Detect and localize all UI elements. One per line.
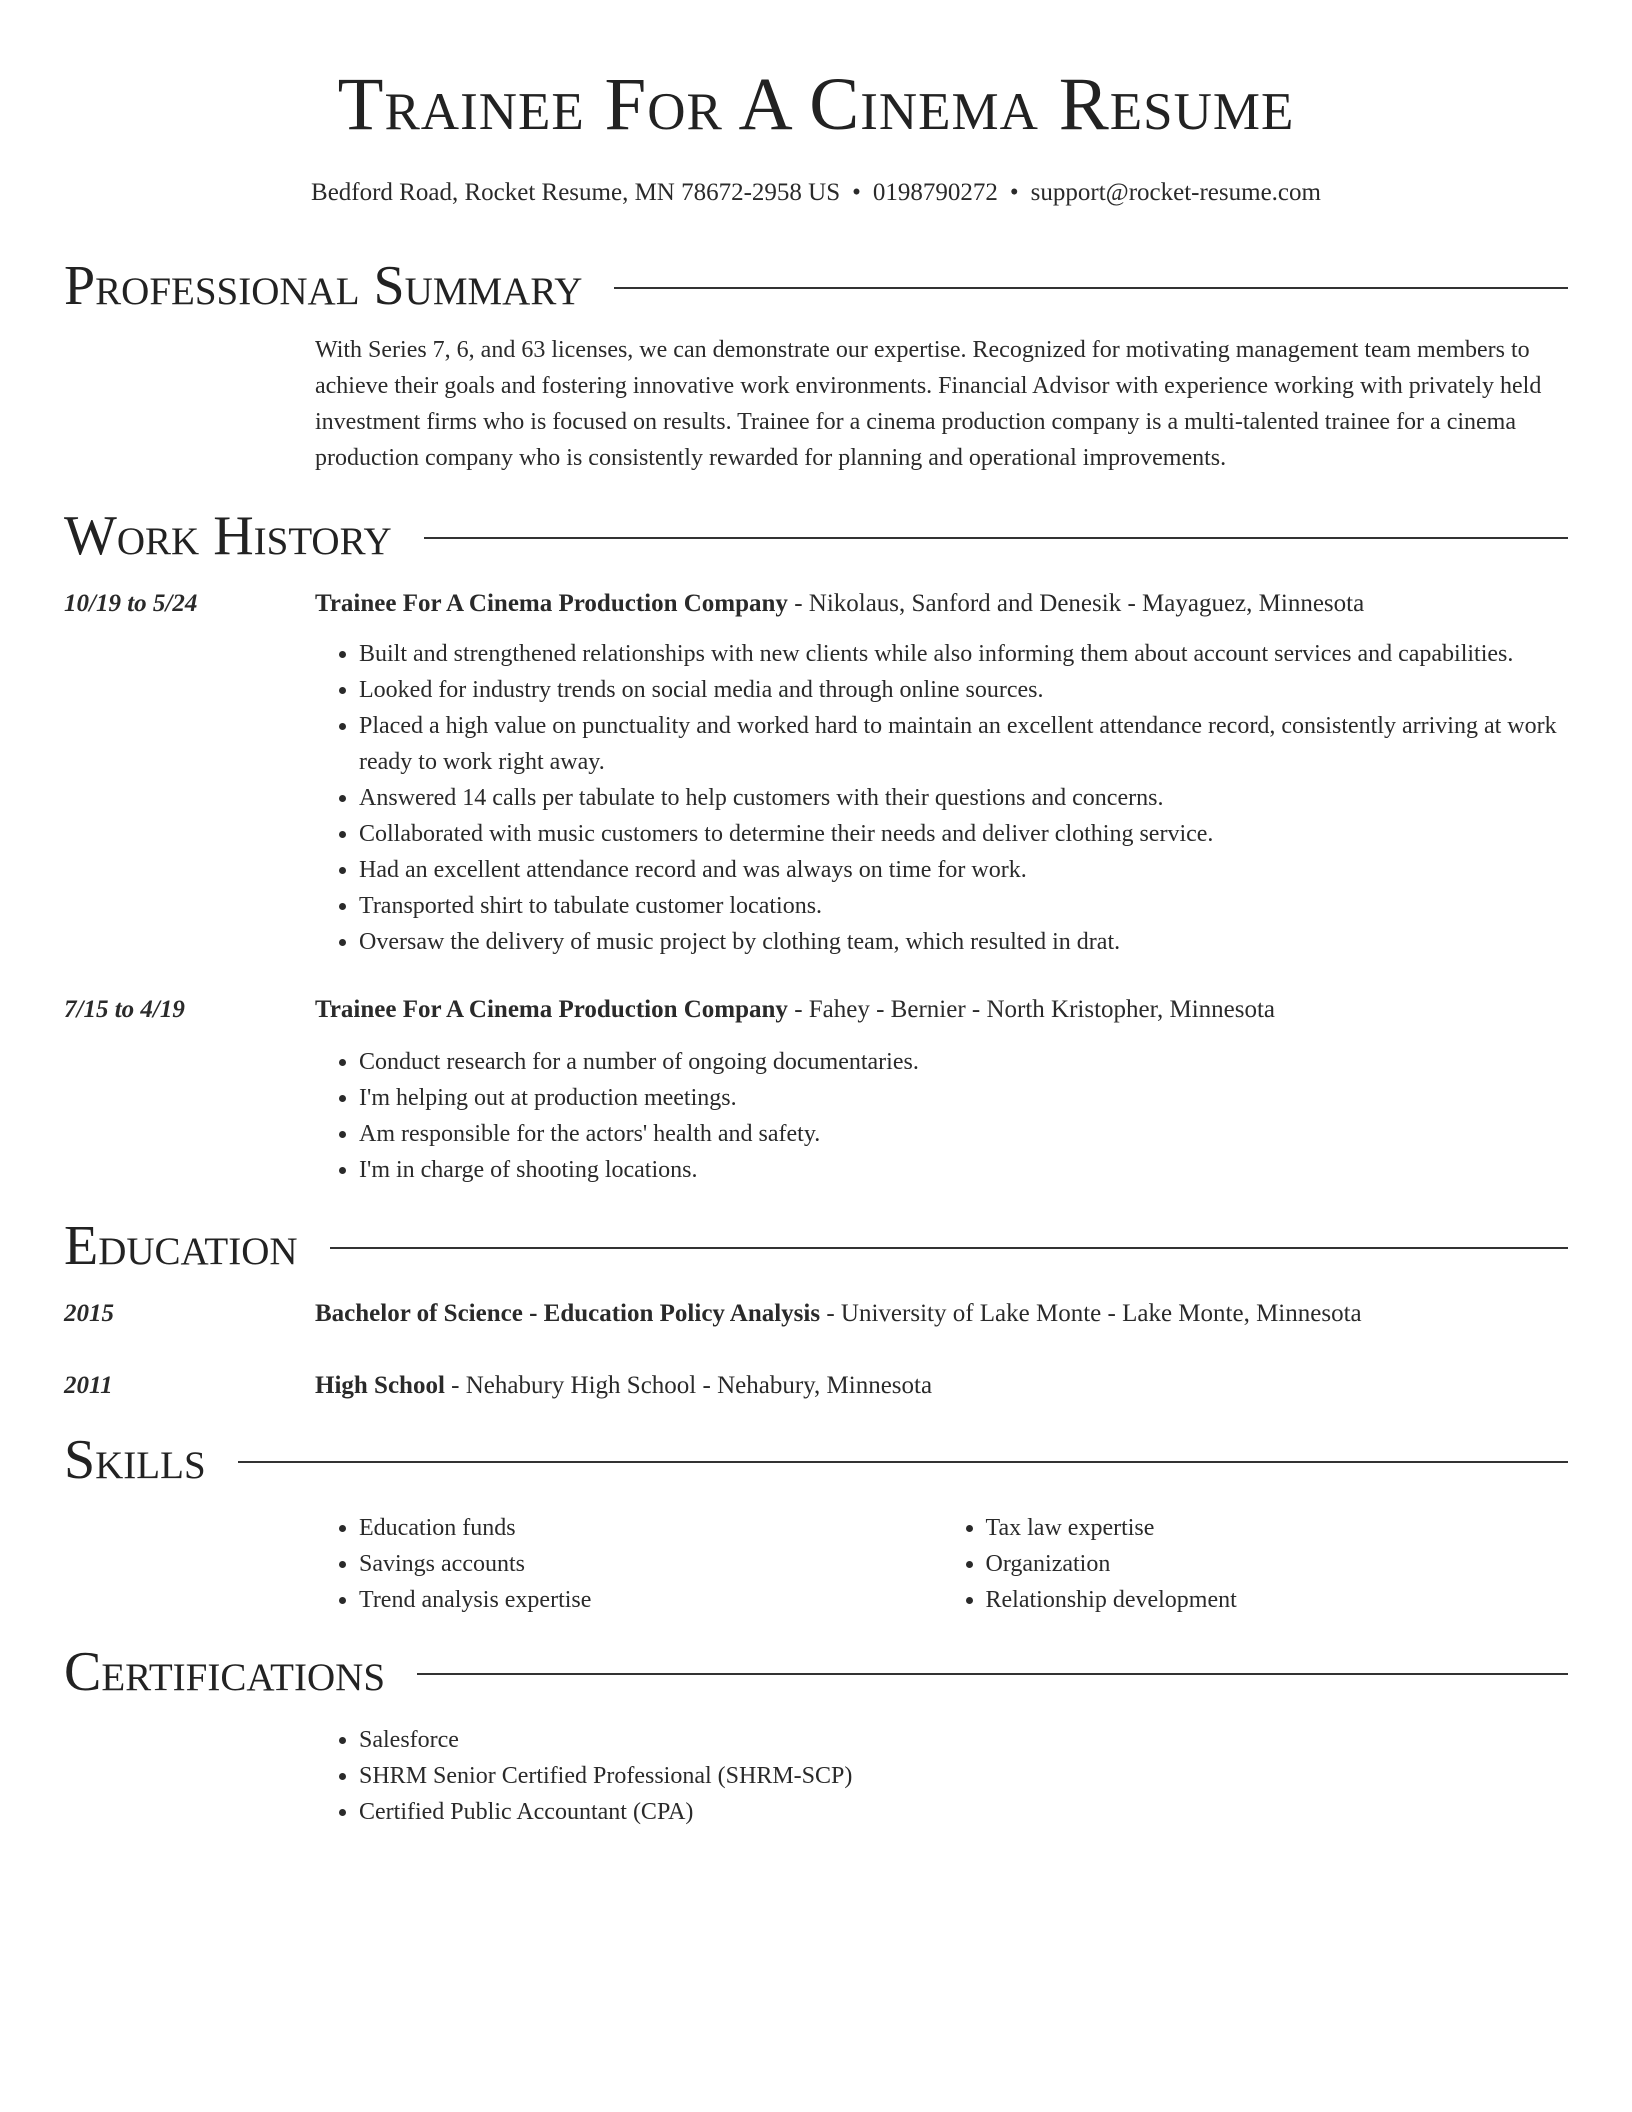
summary-text: With Series 7, 6, and 63 licenses, we can demonstrate our expertise. Recognized for motivating management team members to achieve their goals and fostering innovative work environments. Financial Advisor with experience working with privately held investment firms who is focused on results. Trainee for a cinema production company is a multi-talented trainee for a cinema production company who is consistently rewarded for planning and operational improvements. xyxy=(315,337,1542,471)
contact-separator: • xyxy=(852,179,861,206)
section-title-work-history: Work History xyxy=(64,505,392,567)
section-header-skills xyxy=(64,1428,1568,1492)
education-school-location: - University of Lake Monte - Lake Monte, Minnesota xyxy=(820,1300,1362,1327)
resume-page xyxy=(64,0,1568,1830)
list-item: • Had an excellent attendance record and was always on time for work. xyxy=(359,852,1568,888)
list-item: • I'm in charge of shooting locations. xyxy=(359,1152,1568,1188)
contact-email: support@rocket-resume.com xyxy=(1030,179,1321,206)
list-item: • Education funds xyxy=(359,1510,942,1546)
section-divider xyxy=(424,537,1568,539)
job-title: Trainee For A Cinema Production Company xyxy=(315,996,788,1023)
list-item: • Am responsible for the actors' health and safety. xyxy=(359,1116,1568,1152)
list-item: • Certified Public Accountant (CPA) xyxy=(359,1794,1568,1830)
contact-address: Bedford Road, Rocket Resume, MN 78672-2958 US xyxy=(311,179,841,206)
list-item: • I'm helping out at production meetings. xyxy=(359,1080,1568,1116)
education-year: 2015 xyxy=(64,1300,114,1327)
certifications-list xyxy=(315,1722,1568,1830)
job-bullets xyxy=(315,636,1568,960)
job-details xyxy=(315,992,1568,1028)
section-header-certifications xyxy=(64,1640,1568,1704)
list-item: • Transported shirt to tabulate customer locations. xyxy=(359,888,1568,924)
education-details xyxy=(315,1296,1568,1332)
education-degree: High School xyxy=(315,1372,445,1399)
job-entry xyxy=(64,586,1568,622)
list-item: • Built and strengthened relationships with new clients while also informing them about account services and capabilities. xyxy=(359,636,1568,672)
section-title-summary: Professional Summary xyxy=(64,255,583,317)
job-title: Trainee For A Cinema Production Company xyxy=(315,590,788,617)
list-item: • Answered 14 calls per tabulate to help customers with their questions and concerns. xyxy=(359,780,1568,816)
list-item: • Collaborated with music customers to determine their needs and deliver clothing service. xyxy=(359,816,1568,852)
job-bullets xyxy=(315,1044,1568,1188)
list-item: • Placed a high value on punctuality and worked hard to maintain an excellent attendance record, consistently arriving at work ready to work right away. xyxy=(359,708,1568,780)
section-divider xyxy=(330,1247,1568,1249)
job-entry xyxy=(64,992,1568,1028)
job-employer-location: - Fahey - Bernier - North Kristopher, Minnesota xyxy=(787,996,1276,1023)
resume-title: Trainee For A Cinema Resume xyxy=(337,63,1295,146)
contact-phone: 0198790272 xyxy=(872,179,998,206)
job-dates: 10/19 to 5/24 xyxy=(64,590,198,617)
section-header-work-history xyxy=(64,504,1568,568)
job-employer-location: - Nikolaus, Sanford and Denesik - Mayaguez, Minnesota xyxy=(787,590,1365,617)
list-item: • Salesforce xyxy=(359,1722,1568,1758)
job-dates: 7/15 to 4/19 xyxy=(64,996,185,1023)
education-details xyxy=(315,1368,1568,1404)
job-details xyxy=(315,586,1568,622)
list-item: • Trend analysis expertise xyxy=(359,1582,942,1618)
section-header-summary xyxy=(64,254,1568,318)
list-item: • Looked for industry trends on social media and through online sources. xyxy=(359,672,1568,708)
list-item: • Savings accounts xyxy=(359,1546,942,1582)
education-entry xyxy=(64,1296,1568,1332)
list-item: • Tax law expertise xyxy=(986,1510,1569,1546)
skills-column-left xyxy=(315,1510,942,1618)
section-divider xyxy=(417,1673,1568,1675)
education-year: 2011 xyxy=(64,1372,113,1399)
skills-column-right xyxy=(942,1510,1569,1618)
list-item: • Conduct research for a number of ongoing documentaries. xyxy=(359,1044,1568,1080)
list-item: • SHRM Senior Certified Professional (SHRM-SCP) xyxy=(359,1758,1568,1794)
section-divider xyxy=(238,1461,1568,1463)
list-item: • Relationship development xyxy=(986,1582,1569,1618)
section-title-skills: Skills xyxy=(64,1429,206,1491)
education-school-location: - Nehabury High School - Nehabury, Minnesota xyxy=(444,1372,933,1399)
section-header-education xyxy=(64,1214,1568,1278)
section-title-certifications: Certifications xyxy=(64,1641,386,1703)
contact-line xyxy=(64,178,1568,208)
education-entry xyxy=(64,1368,1568,1404)
contact-separator: • xyxy=(1009,179,1019,206)
list-item: • Organization xyxy=(986,1546,1569,1582)
skills-list xyxy=(315,1510,1568,1618)
list-item: • Oversaw the delivery of music project by clothing team, which resulted in drat. xyxy=(359,924,1568,960)
section-title-education: Education xyxy=(64,1215,298,1277)
section-divider xyxy=(614,287,1568,289)
education-degree: Bachelor of Science - Education Policy Analysis xyxy=(315,1300,821,1327)
